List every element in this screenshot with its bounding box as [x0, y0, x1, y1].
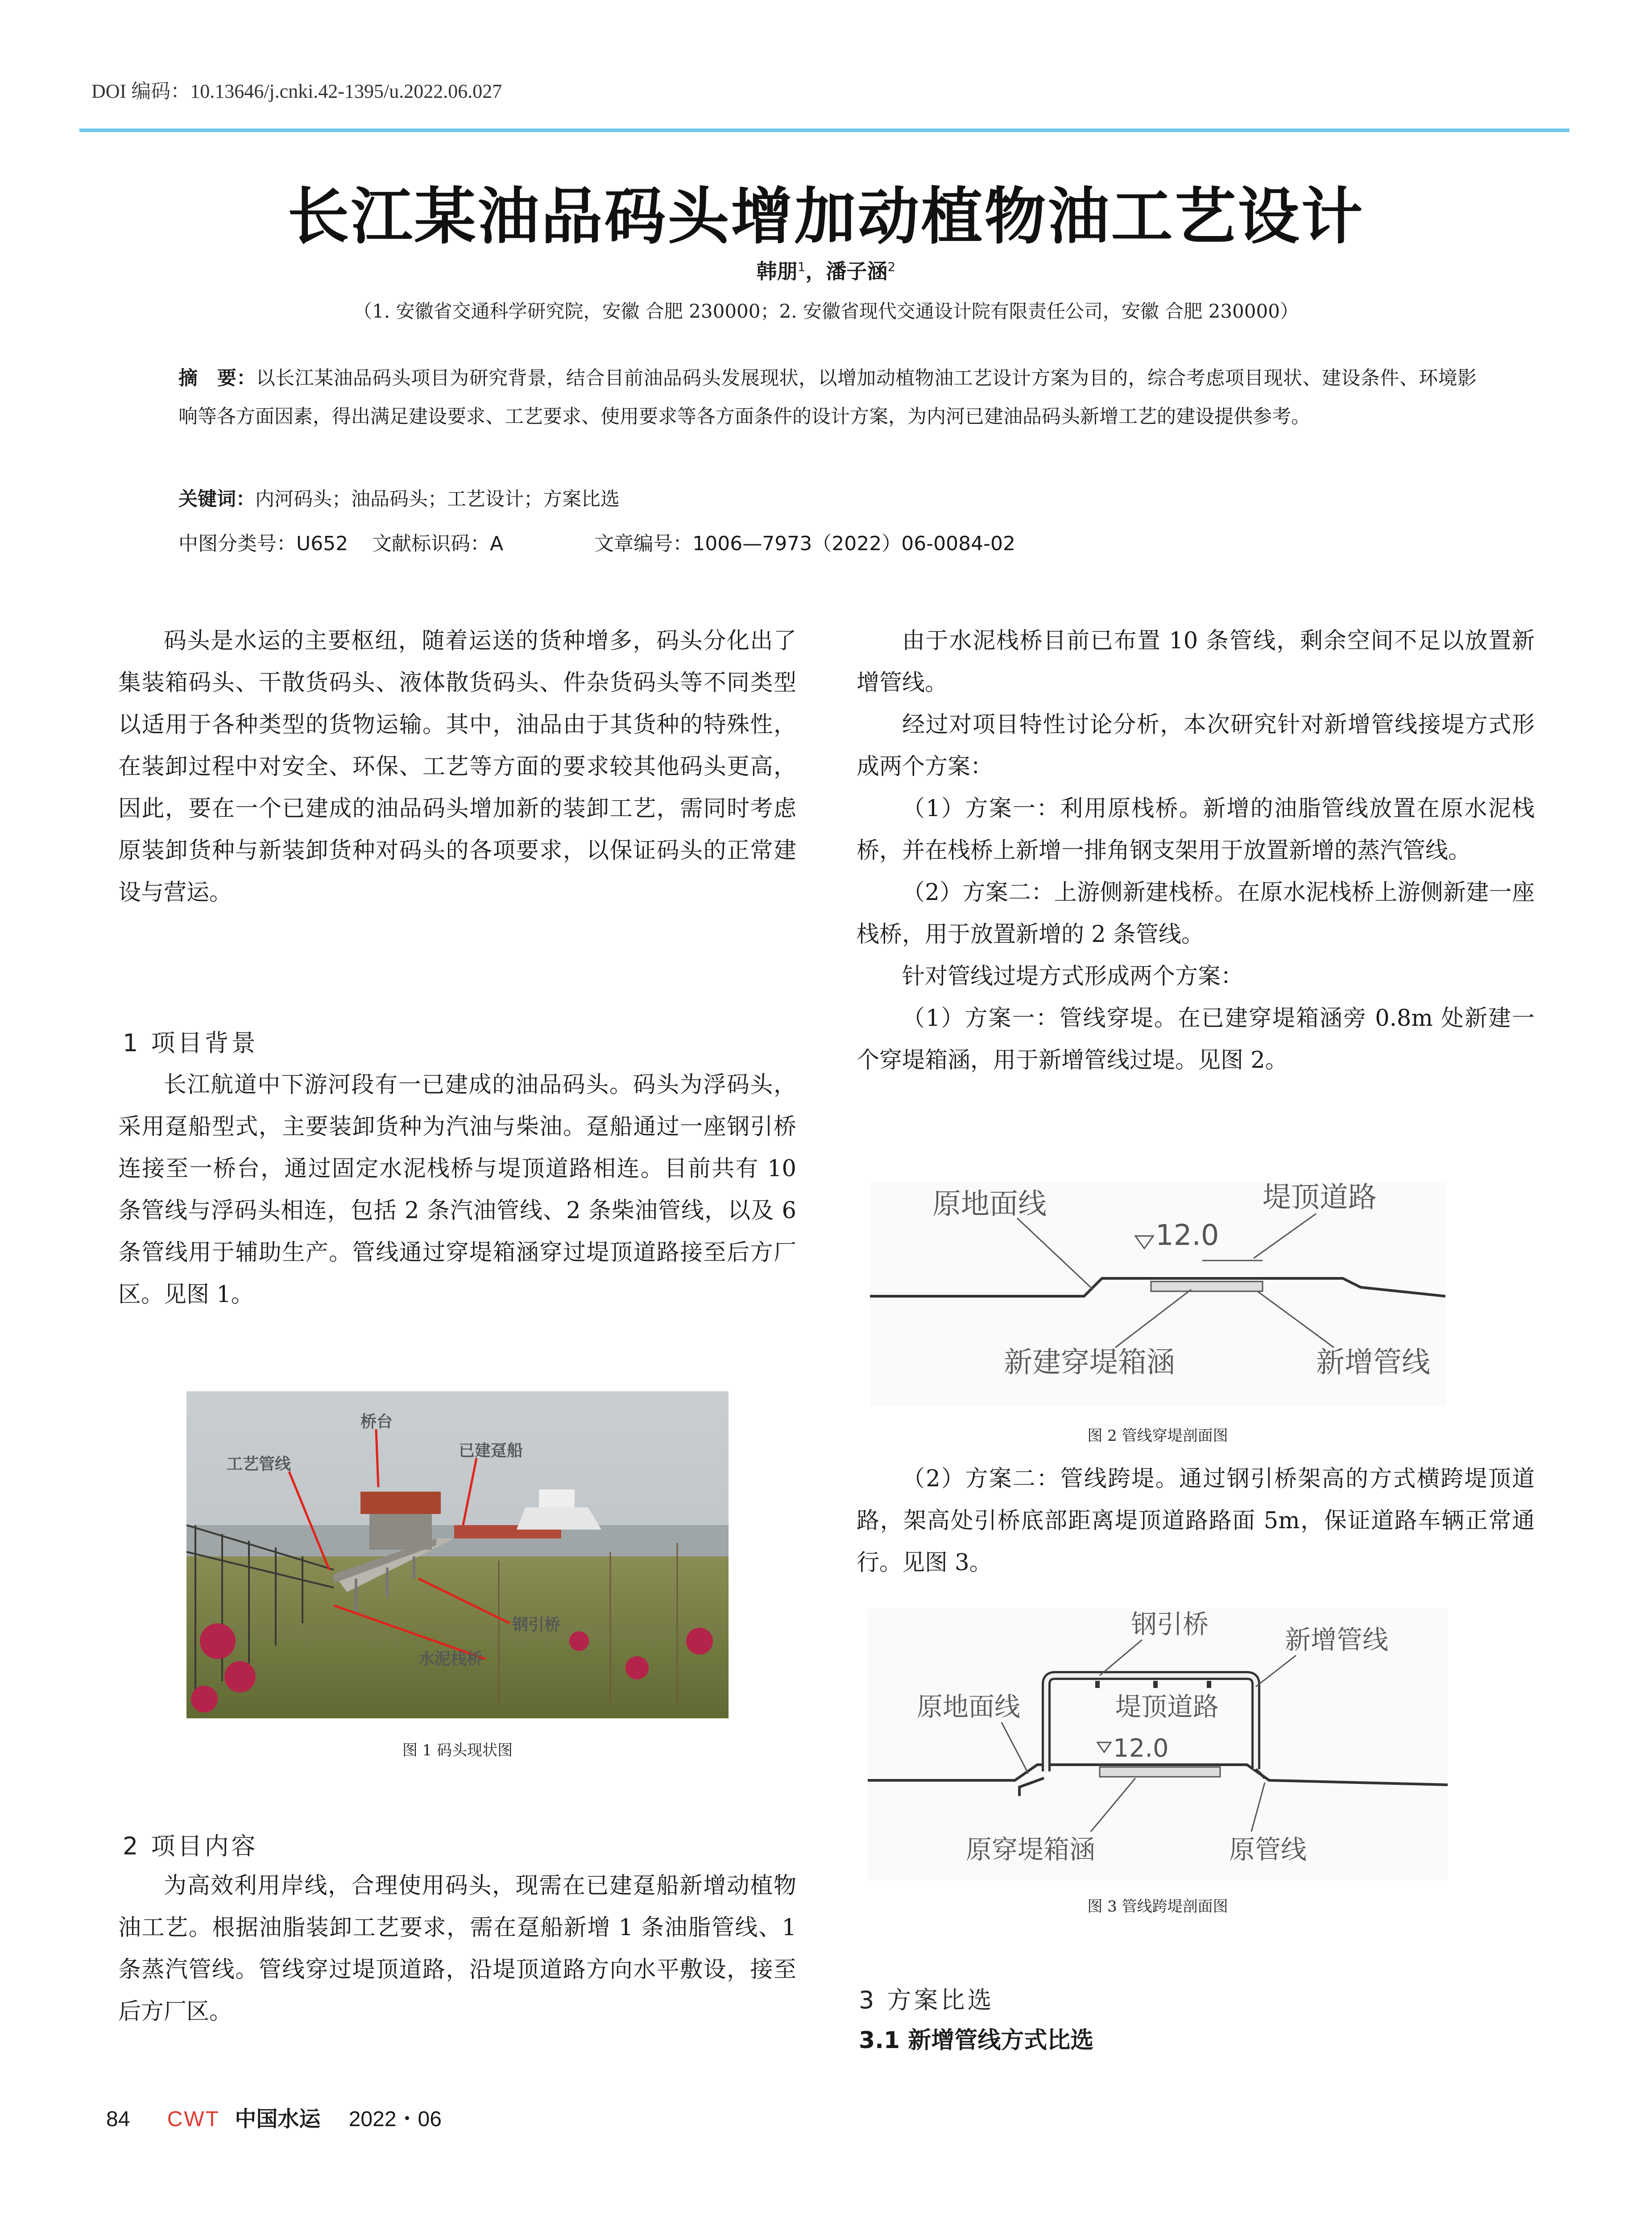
figure-2-diagram	[870, 1182, 1445, 1406]
clc-number: 中图分类号：U652	[178, 532, 348, 555]
page-footer	[106, 2102, 442, 2132]
fig3-bridge: 钢引桥	[1131, 1609, 1209, 1639]
abstract-label: 摘 要：	[178, 367, 256, 390]
abstract-text: 以长江某油品码头项目为研究背景，结合目前油品码头发展现状，以增加动植物油工艺设计方案为目的，综合考虑项目现状、建设条件、环境影响等各方面因素，得出满足建设要求、工艺要求、使用要求等各方面条件的设计方案，为内河已建油品码头新增工艺的建设提供参考。	[178, 367, 1477, 428]
right-body-mid	[857, 1458, 1535, 1584]
figure-3-caption: 图 3 管线跨堤剖面图	[1087, 1898, 1228, 1916]
fig2-pipe: 新增管线	[1316, 1346, 1430, 1379]
figure-3-diagram	[868, 1609, 1448, 1881]
fig3-newpipe: 新增管线	[1285, 1625, 1389, 1655]
keywords-text: 内河码头；油品码头；工艺设计；方案比选	[255, 488, 620, 510]
cwt-logo: CWT	[167, 2107, 220, 2131]
fig3-ground: 原地面线	[917, 1692, 1021, 1722]
issue-date: 2022・06	[348, 2107, 442, 2131]
right-body-top	[857, 620, 1535, 1082]
keywords	[178, 484, 620, 511]
figure-2-caption: 图 2 管线穿堤剖面图	[1087, 1427, 1228, 1445]
fig3-culvert: 原穿堤箱涵	[966, 1834, 1096, 1865]
fig2-culvert: 新建穿堤箱涵	[1004, 1346, 1175, 1379]
section-2-paragraph: 为高效利用岸线，合理使用码头，现需在已建趸船新增动植物油工艺。根据油脂装卸工艺要求，需在趸船新增 1 条油脂管线、1 条蒸汽管线。管线穿过堤顶道路，沿堤顶道路方向水平敷设，接至后方厂区。	[118, 1873, 796, 2025]
fig3-elev: 12.0	[1113, 1734, 1169, 1763]
keywords-label: 关键词：	[178, 488, 255, 510]
section-2-body	[118, 1865, 796, 2033]
author-2-sup: 2	[887, 259, 896, 274]
author-1-sup: 1	[797, 259, 806, 274]
section-3-1-heading: 3.1 新增管线方式比选	[859, 2027, 1094, 2054]
left-intro	[118, 620, 796, 914]
doc-code: 文献标识码：A	[372, 532, 504, 555]
right-p6: （1）方案一：管线穿堤。在已建穿堤箱涵旁 0.8m 处新建一个穿堤箱涵，用于新增管线过堤。见图 2。	[857, 1005, 1535, 1074]
authors	[0, 255, 1652, 285]
magazine-name: 中国水运	[235, 2107, 321, 2131]
article-number: 文章编号：1006—7973（2022）06-0084-02	[594, 532, 1015, 555]
affiliation: （1. 安徽省交通科学研究院，安徽 合肥 230000；2. 安徽省现代交通设计院有限责任公司，安徽 合肥 230000）	[353, 300, 1299, 322]
figure-1-photo	[186, 1391, 729, 1718]
section-2-heading: 2 项目内容	[123, 1832, 258, 1860]
fig2-road: 堤顶道路	[1263, 1182, 1377, 1214]
fig3-road: 堤顶道路	[1115, 1692, 1219, 1722]
page-number: 84	[106, 2107, 130, 2131]
figure-1-caption: 图 1 码头现状图	[402, 1742, 513, 1759]
author-1: 韩朋	[756, 259, 798, 283]
abstract	[178, 359, 1477, 436]
fig2-elev: 12.0	[1155, 1219, 1219, 1252]
doi-line: DOI 编码：10.13646/j.cnki.42-1395/u.2022.06.027	[91, 80, 502, 102]
section-1-body	[118, 1064, 796, 1316]
author-2: 潘子涵	[826, 259, 888, 283]
right-p5: 针对管线过堤方式形成两个方案：	[902, 963, 1244, 990]
label-shuini: 水泥栈桥	[418, 1650, 483, 1668]
section-1-heading: 1 项目背景	[123, 1029, 258, 1057]
right-p1: 由于水泥栈桥目前已布置 10 条管线，剩余空间不足以放置新增管线。	[857, 628, 1535, 696]
label-dunchuan: 已建趸船	[459, 1442, 523, 1460]
paper-title: 长江某油品码头增加动植物油工艺设计	[287, 181, 1365, 253]
classification-line	[178, 527, 1383, 556]
label-gongyi: 工艺管线	[227, 1455, 291, 1473]
right-p4: （2）方案二：上游侧新建栈桥。在原水泥栈桥上游侧新建一座栈桥，用于放置新增的 2 条管线。	[857, 879, 1535, 948]
header-rule	[79, 129, 1569, 132]
right-p7: （2）方案二：管线跨堤。通过钢引桥架高的方式横跨堤顶道路，架高处引桥底部距离堤顶道路路面 5m，保证道路车辆正常通行。见图 3。	[857, 1466, 1535, 1576]
section-3-heading: 3 方案比选	[859, 1986, 994, 2014]
right-p2: 经过对项目特性讨论分析，本次研究针对新增管线接堤方式形成两个方案：	[857, 712, 1535, 780]
intro-paragraph: 码头是水运的主要枢纽，随着运送的货种增多，码头分化出了集装箱码头、干散货码头、液体散货码头、件杂货码头等不同类型以适用于各种类型的货物运输。其中，油品由于其货种的特殊性，在装卸过程中对安全、环保、工艺等方面的要求较其他码头更高，因此，要在一个已建成的油品码头增加新的装卸工艺，需同时考虑原装卸货种与新装卸货种对码头的各项要求，以保证码头的正常建设与营运。	[118, 628, 796, 906]
section-1-paragraph: 长江航道中下游河段有一已建成的油品码头。码头为浮码头，采用趸船型式，主要装卸货种为汽油与柴油。趸船通过一座钢引桥连接至一桥台，通过固定水泥栈桥与堤顶道路相连。目前共有 10 条管线与浮码头相连，包括 2 条汽油管线、2 条柴油管线，以及 6 条管线用于辅助生产。管线通过穿堤箱涵穿过堤顶道路接至后方厂区。见图 1。	[118, 1072, 796, 1308]
label-gangyin: 钢引桥	[512, 1616, 561, 1634]
bridge-crossing-section	[868, 1609, 1448, 1881]
fig3-oldpipe: 原管线	[1229, 1834, 1307, 1865]
right-p3: （1）方案一：利用原栈桥。新增的油脂管线放置在原水泥栈桥，并在栈桥上新增一排角钢支架用于放置新增的蒸汽管线。	[857, 796, 1535, 864]
author-sep: ，	[805, 259, 826, 283]
fig2-ground: 原地面线	[932, 1188, 1047, 1221]
culvert-section	[870, 1182, 1445, 1406]
dock-photo	[186, 1391, 729, 1718]
label-qiaotai: 桥台	[360, 1413, 393, 1431]
